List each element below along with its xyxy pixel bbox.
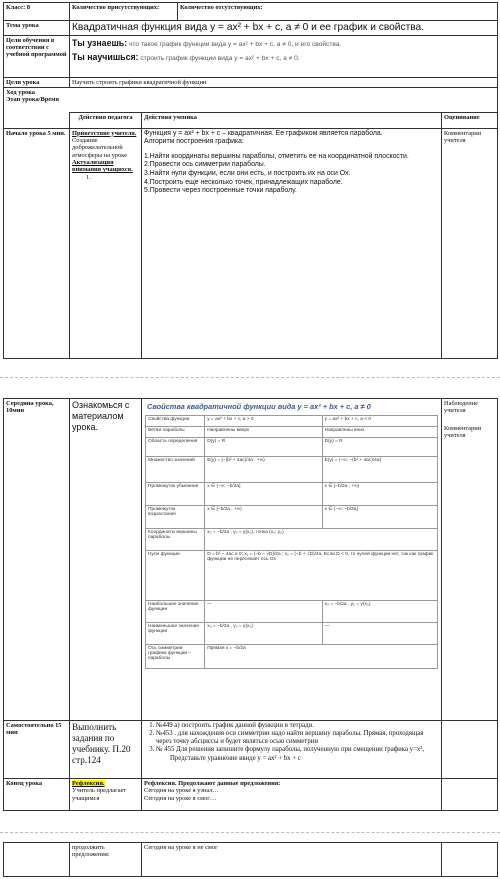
props-cell: — <box>322 622 437 644</box>
props-cell: Направлены вверх <box>205 426 322 437</box>
step-num: 1. <box>86 173 91 181</box>
algo-step: 3.Найти нули функции, если они есть, и построить их на оси Ox. <box>144 170 351 178</box>
class-label: Класс: 8 <box>4 3 70 21</box>
props-header: Свойства функции <box>146 415 205 426</box>
topic-title: Квадратичная функция вида y = ax² + bx + c, a ≠ 0 и ее график и свойства. <box>70 21 498 36</box>
props-header: y = ax² + bx + c, a > 0 <box>205 415 322 426</box>
algo-step: 5.Провести через построенные точки параболу. <box>144 187 297 195</box>
absent-label: Количество отсутствующих: <box>178 3 498 21</box>
props-cell: Наибольшее значение функции <box>146 600 205 622</box>
middle-stage: Середина урока, 10мин <box>4 399 70 721</box>
middle-eval-observe: Наблюдение учителя <box>444 400 478 415</box>
start-eval: Комментарии учителя <box>442 128 498 358</box>
lesson-plan-bottom <box>3 398 497 811</box>
learn-text: что такое график функции вида y = ax² + bx + c, a ≠ 0, и его свойства. <box>128 40 342 48</box>
props-cell: Область определения <box>146 437 205 456</box>
props-cell: x₀ = −b/2a , y₀ = y(x₀) <box>322 600 437 622</box>
greeting: Приветствие учителя. <box>72 129 137 137</box>
col-teacher: Действия педагога <box>70 112 142 128</box>
props-cell: Нули функции <box>146 550 205 600</box>
algo-step: 1.Найти координаты вершины параболы, отметить ее на координатной плоскости. <box>144 152 409 160</box>
task-item: 2. №453 . для нахождения оси симметрии надо найти вершину параболы. Прямая, проходящая через точку абсциссы и будет являться осью симметрии <box>156 730 439 746</box>
can-text: строить график функции вида y = ax² + bx + c, a ≠ 0. <box>140 55 300 63</box>
actualization: Актуализация внимания учащихся. <box>72 159 133 174</box>
task-item: 3. № 455 Для решения запишите формулу параболы, полученную при смещении графика y=x², <box>156 746 439 754</box>
props-cell: Наименьшее значение функции <box>146 622 205 644</box>
props-cell: D(y) = R <box>205 437 322 456</box>
props-cell: E(y) = (−∞; −(b² + 4ac)/4a] <box>322 456 437 482</box>
end-teacher-text: Учитель предлагает учащимся <box>72 787 127 802</box>
topic-label: Тема урока <box>4 21 70 36</box>
props-cell: Промежуток убывания <box>146 482 205 505</box>
reflection-heading: Рефлексия. Продолжают данные предложения: <box>144 780 281 787</box>
task-note: Представьте уравнение ввиде y = ax² + bx + c <box>170 754 301 762</box>
learn-prefix: Ты узнаешь: <box>72 37 128 48</box>
properties-title: Свойства квадратичной функции вида y = ax² + bx + c, a ≠ 0 <box>147 402 371 411</box>
middle-eval-comments: Комментарии учителя <box>444 424 482 440</box>
stage-label: Этап урока/Время <box>6 96 59 104</box>
props-cell: x₀ = −b/2a , y₀ = y(x₀) <box>205 622 322 644</box>
task-item: 1. №449 а) построить график данной функции в тетради. <box>156 722 439 730</box>
lesson-goals-text: Научить строить графики квадратичной функции <box>70 77 498 87</box>
props-cell: Прямая x = −b/2a <box>205 644 438 668</box>
can-prefix: Ты научишься: <box>72 52 139 63</box>
lesson-plan-top <box>3 2 497 359</box>
props-cell: x₀ = −b/2a ; y₀ = y(x₀), точка (x₀; y₀) <box>205 528 438 550</box>
progress-label: Ход урока <box>6 89 35 97</box>
props-cell: Множество значений <box>146 456 205 482</box>
reflection-line: Сегодня на уроке я узнал… <box>144 787 219 795</box>
algo-step: 2.Провести ось симметрии параболы. <box>144 161 266 169</box>
props-cell: Ветви параболы <box>146 426 205 437</box>
props-cell: x ∈ (−∞; −b/2a] <box>322 505 437 528</box>
props-cell: E(y) = [−(b² + 4ac)/4a ; +∞) <box>205 456 322 482</box>
props-cell: Координаты вершины параболы <box>146 528 205 550</box>
present-label: Количество присутствующих: <box>70 3 178 21</box>
page-break <box>0 832 500 833</box>
page-break <box>0 377 500 378</box>
start-stage: Начало урока 5 мин. <box>4 128 70 358</box>
end-stage: Конец урока <box>4 779 70 811</box>
goals-label: Цели обучения в соответствии с учебной программой <box>4 35 70 77</box>
props-cell: — <box>205 600 322 622</box>
reflection-line: Сегодня на уроке я смог… <box>144 794 217 802</box>
lesson-plan-continued <box>3 842 497 877</box>
props-cell: Ось симметрии графика функции – параболы <box>146 644 205 668</box>
props-cell: x ∈ [−b/2a ; +∞) <box>322 482 437 505</box>
props-header: y = ax² + bx + c, a < 0 <box>322 415 437 426</box>
col-student: Действия ученика <box>142 112 442 128</box>
props-cell: D = b² − 4ac ≥ 0; x₁ = (−b − √D)/2a ; x₂ = (−b + √D)/2a. Если D < 0, то нулей функции нет, так как график функции не пересекает ось Ox <box>205 550 438 600</box>
middle-teacher: Ознакомься с материалом урока. <box>70 399 142 721</box>
atmosphere: Создание доброжелательной атмосферы на уроке <box>72 136 128 159</box>
col-eval: Оценивание <box>442 112 498 128</box>
props-cell: D(y) = R <box>322 437 437 456</box>
props-cell: x ∈ (−∞; −b/2a] <box>205 482 322 505</box>
independent-teacher: Выполнить задания по учебнику. П.20 стр.124 <box>70 721 142 779</box>
properties-table <box>145 415 438 669</box>
reflection-label: Рефлексия. <box>72 780 105 787</box>
continued-teacher-text: продолжить предложения: <box>70 843 142 877</box>
props-cell: Направлены вниз <box>322 426 437 437</box>
independent-stage: Самостоятельно 15 мин <box>4 721 70 779</box>
algo-title: Алгоритм построения графика: <box>144 138 244 146</box>
props-cell: Промежуток возрастания <box>146 505 205 528</box>
props-cell: x ∈ [−b/2a ; +∞) <box>205 505 322 528</box>
continued-line: Сегодня на уроке я не смог <box>142 843 442 877</box>
function-intro: Функция y = ax² + bx + c – квадратичная. Ее графиком является парабола. <box>144 129 383 137</box>
lesson-goals-label: Цели урока <box>4 77 70 87</box>
algo-step: 4.Построить еще несколько точек, принадлежащих параболе. <box>144 178 343 186</box>
